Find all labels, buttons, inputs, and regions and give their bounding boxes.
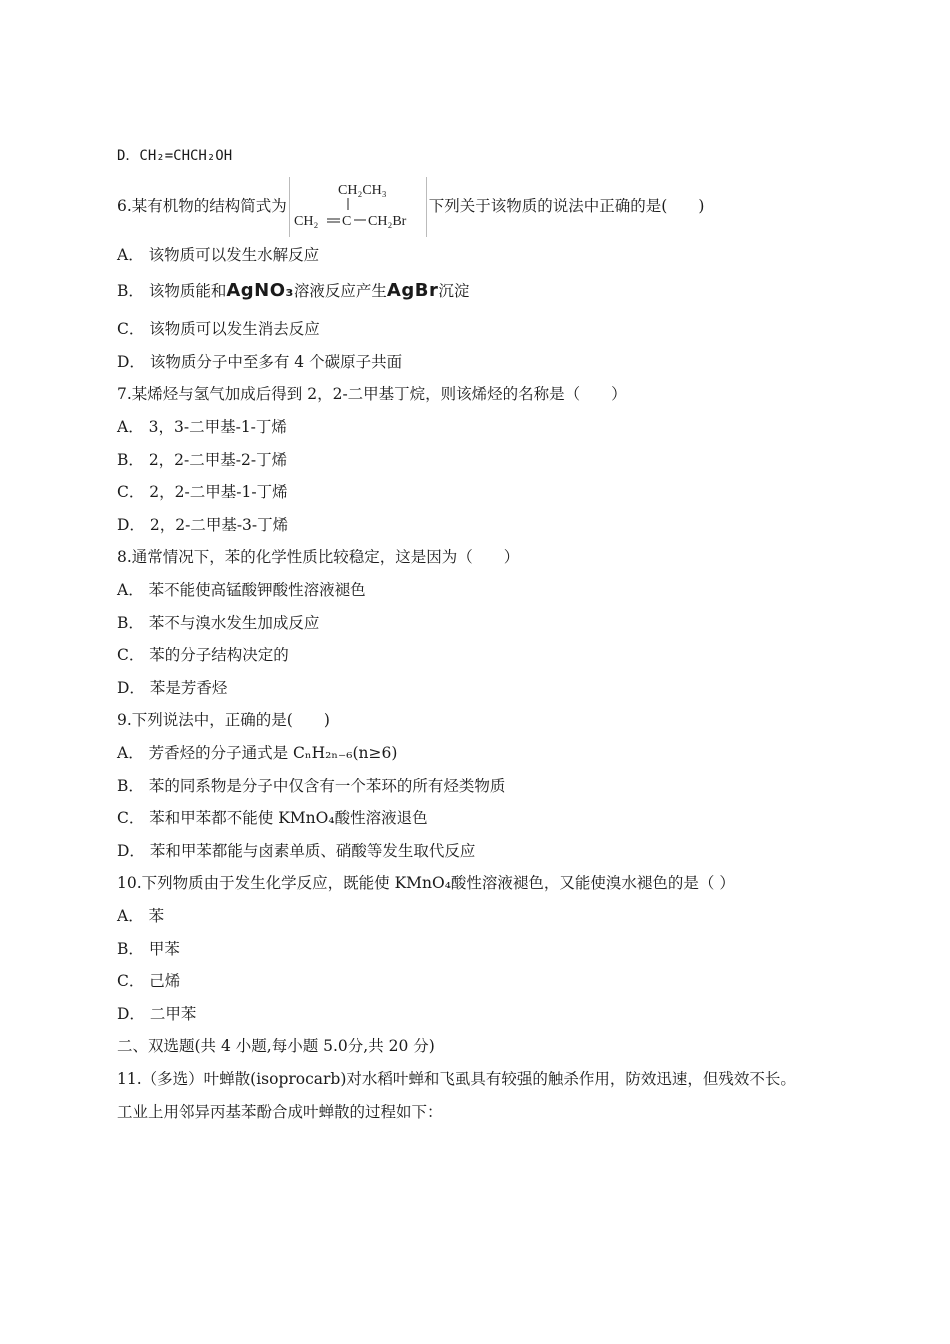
- q5-option-d: D．CH₂=CHCH₂OH: [117, 148, 233, 164]
- q6-option-c: C． 该物质可以发生消去反应: [117, 320, 320, 338]
- q6-stem-after: 下列关于该物质的说法中正确的是( ): [428, 197, 705, 215]
- q9-option-b: B． 苯的同系物是分子中仅含有一个苯环的所有烃类物质: [117, 777, 506, 795]
- q6-option-b: [117, 280, 469, 302]
- q10-option-a: A． 苯: [117, 907, 165, 925]
- struct-left-group: CH₂: [293, 214, 319, 229]
- question-7: 7.某烯烃与氢气加成后得到 2，2-二甲基丁烷，则该烯烃的名称是（ ）: [117, 385, 627, 403]
- q8-option-a: A． 苯不能使高锰酸钾酸性溶液褪色: [117, 581, 366, 599]
- q8-option-b: B． 苯不与溴水发生加成反应: [117, 614, 320, 632]
- q6b-prefix: B． 该物质能和: [117, 282, 227, 300]
- struct-center-atom: C: [341, 214, 352, 229]
- section-heading: 二、双选题(共 4 小题,每小题 5.0分,共 20 分): [117, 1037, 435, 1055]
- question-10: 10.下列物质由于发生化学反应，既能使 KMnO₄酸性溶液褪色，又能使溴水褪色的是（ ）: [117, 874, 735, 892]
- question-9: 9.下列说法中，正确的是( ): [117, 711, 330, 729]
- q7-option-a: A． 3，3-二甲基-1-丁烯: [117, 418, 287, 436]
- question-8: 8.通常情况下，苯的化学性质比较稳定，这是因为（ ）: [117, 548, 520, 566]
- q9-option-c: C． 苯和甲苯都不能使 KMnO₄酸性溶液退色: [117, 809, 428, 827]
- q7-option-c: C． 2，2-二甲基-1-丁烯: [117, 483, 288, 501]
- q6b-mid: 溶液反应产生: [293, 282, 387, 300]
- q7-option-b: B． 2，2-二甲基-2-丁烯: [117, 451, 288, 469]
- q6-option-d: D． 该物质分子中至多有 4 个碳原子共面: [117, 353, 403, 371]
- structural-formula: [289, 177, 427, 237]
- question-6: [117, 176, 704, 237]
- q10-option-d: D． 二甲苯: [117, 1005, 197, 1023]
- question-11-cont: 工业上用邻异丙基苯酚合成叶蝉散的过程如下：: [117, 1103, 443, 1121]
- q6b-suffix: 沉淀: [438, 282, 470, 300]
- q9-option-d: D． 苯和甲苯都能与卤素单质、硝酸等发生取代反应: [117, 842, 476, 860]
- struct-top-group: CH₂CH₃: [337, 183, 387, 198]
- q6-option-a: A． 该物质可以发生水解反应: [117, 246, 320, 264]
- q6-stem-before: 6.某有机物的结构简式为: [117, 197, 287, 215]
- q8-option-c: C． 苯的分子结构决定的: [117, 646, 289, 664]
- question-11: 11.（多选）叶蝉散(isoprocarb)对水稻叶蝉和飞虱具有较强的触杀作用，防效迅速，但残效不长。: [117, 1070, 796, 1088]
- reagent-agno3: AgNO₃: [226, 280, 294, 301]
- struct-right-group: CH₂Br: [367, 214, 407, 229]
- q8-option-d: D． 苯是芳香烃: [117, 679, 228, 697]
- q10-option-b: B． 甲苯: [117, 940, 180, 958]
- product-agbr: AgBr: [386, 280, 439, 301]
- q7-option-d: D． 2，2-二甲基-3-丁烯: [117, 516, 289, 534]
- q9-option-a: A． 芳香烃的分子通式是 CₙH₂ₙ₋₆(n≥6): [117, 744, 398, 762]
- q10-option-c: C． 己烯: [117, 972, 181, 990]
